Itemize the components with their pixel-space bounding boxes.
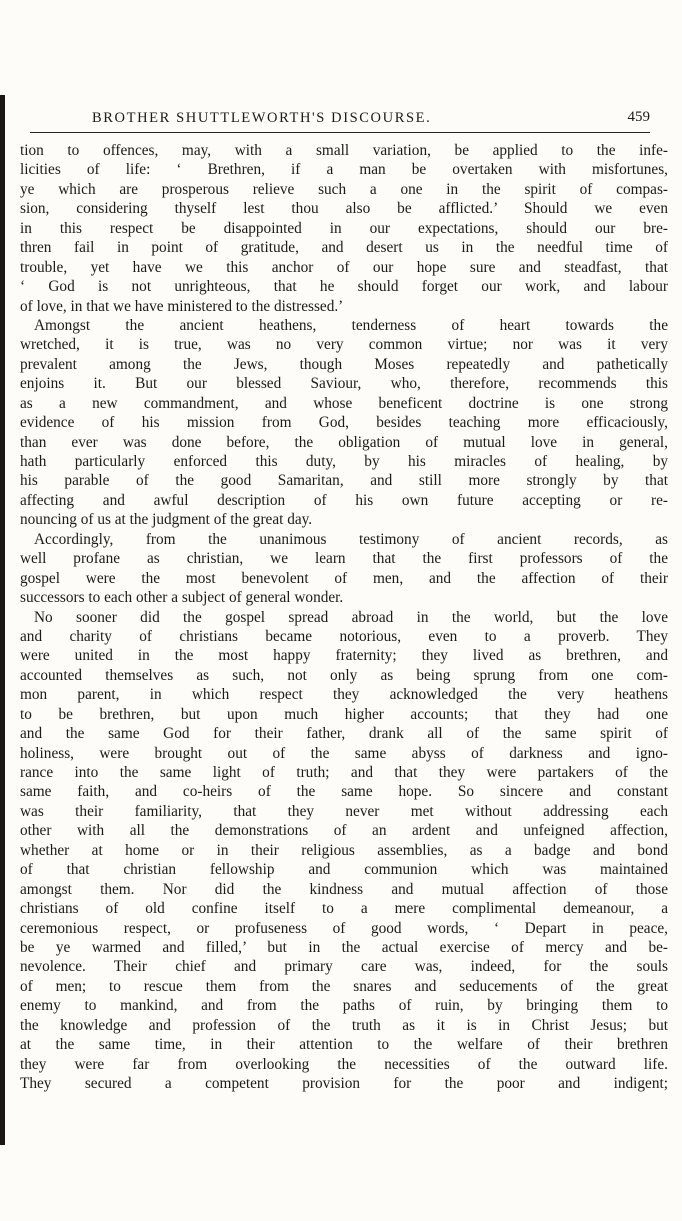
text-line: than ever was done before, the obligation of mutual love in general, xyxy=(20,433,668,451)
text-line: affecting and awful description of his own future accepting or re- xyxy=(20,491,668,509)
text-line: enjoins it. But our blessed Saviour, who, therefore, recommends this xyxy=(20,375,668,393)
text-line: tion to offences, may, with a small variation, be applied to the infe- xyxy=(20,142,668,159)
text-line: rance into the same light of truth; and that they were partakers of the xyxy=(20,764,668,781)
paragraph-start-line: No sooner did the gospel spread abroad in the world, but the love xyxy=(34,608,668,626)
text-line: evidence of his mission from God, besides teaching more efficaciously, xyxy=(20,414,668,432)
text-line: well profane as christian, we learn that the first professors of the xyxy=(20,550,668,568)
text-line: ‘ God is not unrighteous, that he should forget our work, and labour xyxy=(20,278,668,296)
text-line: whether at home or in their religious assemblies, as a badge and bond xyxy=(20,841,668,859)
text-line: christians of old confine itself to a mere complimental demeanour, a xyxy=(20,900,668,918)
text-line: mon parent, in which respect they acknowledged the very heathens xyxy=(20,686,668,704)
paragraph-start-line: Amongst the ancient heathens, tenderness of heart towards the xyxy=(34,316,668,334)
text-line: ye which are prosperous relieve such a one in the spirit of compas- xyxy=(20,180,668,198)
text-line: nouncing of us at the judgment of the great day. xyxy=(20,511,313,529)
text-line: and charity of christians became notorious, even to a proverb. They xyxy=(20,627,668,645)
text-line: of men; to rescue them from the snares and seducements of the great xyxy=(20,977,668,995)
text-line: they were far from overlooking the necessities of the outward life. xyxy=(20,1055,668,1073)
text-line: trouble, yet have we this anchor of our hope sure and steadfast, that xyxy=(20,258,668,276)
text-line: ceremonious respect, or profuseness of good words, ‘ Depart in peace, xyxy=(20,919,668,937)
text-line: licities of life: ‘ Brethren, if a man be overtaken with misfortunes, xyxy=(20,161,668,179)
text-line: holiness, were brought out of the same abyss of darkness and igno- xyxy=(20,744,668,762)
text-line: as a new commandment, and whose beneficent doctrine is one strong xyxy=(20,394,668,412)
text-line: thren fail in point of gratitude, and desert us in the needful time of xyxy=(20,239,668,257)
text-line: enemy to mankind, and from the paths of ruin, by bringing them to xyxy=(20,997,668,1015)
text-line: of that christian fellowship and communion which was maintained xyxy=(20,861,668,879)
text-line: at the same time, in their attention to the welfare of their brethren xyxy=(20,1036,668,1054)
text-line: hath particularly enforced this duty, by his miracles of healing, by xyxy=(20,453,668,470)
text-line: to be brethren, but upon much higher accounts; that they had one xyxy=(20,705,668,723)
page-gutter-shadow xyxy=(0,95,5,1145)
paragraph-start-line: Accordingly, from the unanimous testimony of ancient records, as xyxy=(34,530,668,548)
text-line: successors to each other a subject of general wonder. xyxy=(20,589,344,607)
body-text xyxy=(20,141,668,1093)
text-line: in this respect be disappointed in our expectations, should our bre- xyxy=(20,219,668,237)
text-line: gospel were the most benevolent of men, and the affection of their xyxy=(20,569,668,587)
text-line: nevolence. Their chief and primary care was, indeed, for the souls xyxy=(20,958,668,976)
text-line: of love, in that we have ministered to the distressed.’ xyxy=(20,297,344,315)
text-line: his parable of the good Samaritan, and still more strongly by that xyxy=(20,472,668,490)
text-line: prevalent among the Jews, though Moses repeatedly and pathetically xyxy=(20,355,668,373)
text-line: same faith, and co-heirs of the same hope. So sincere and constant xyxy=(20,783,668,801)
text-line: be ye warmed and filled,’ but in the actual exercise of mercy and be- xyxy=(20,938,668,956)
page-number: 459 xyxy=(627,109,650,125)
text-line: accounted themselves as such, not only as being sprung from one com- xyxy=(20,666,668,684)
text-line: were united in the most happy fraternity; they lived as brethren, and xyxy=(20,647,668,665)
header-rule xyxy=(30,132,650,133)
text-line: sion, considering thyself lest thou also be afflicted.’ Should we even xyxy=(20,200,668,218)
running-head xyxy=(22,110,656,134)
text-line: wretched, it is true, was no very common virtue; nor was it very xyxy=(20,336,668,354)
text-line: amongst them. Nor did the kindness and mutual affection of those xyxy=(20,880,668,898)
text-line: other with all the demonstrations of an ardent and unfeigned affection, xyxy=(20,822,668,840)
text-line: the knowledge and profession of the truth as it is in Christ Jesus; but xyxy=(20,1016,668,1034)
text-line: They secured a competent provision for the poor and indigent; xyxy=(20,1075,668,1092)
text-line: and the same God for their father, drank all of the same spirit of xyxy=(20,725,668,743)
text-line: was their familiarity, that they never met without addressing each xyxy=(20,802,668,820)
running-title: BROTHER SHUTTLEWORTH'S DISCOURSE. xyxy=(92,110,432,126)
